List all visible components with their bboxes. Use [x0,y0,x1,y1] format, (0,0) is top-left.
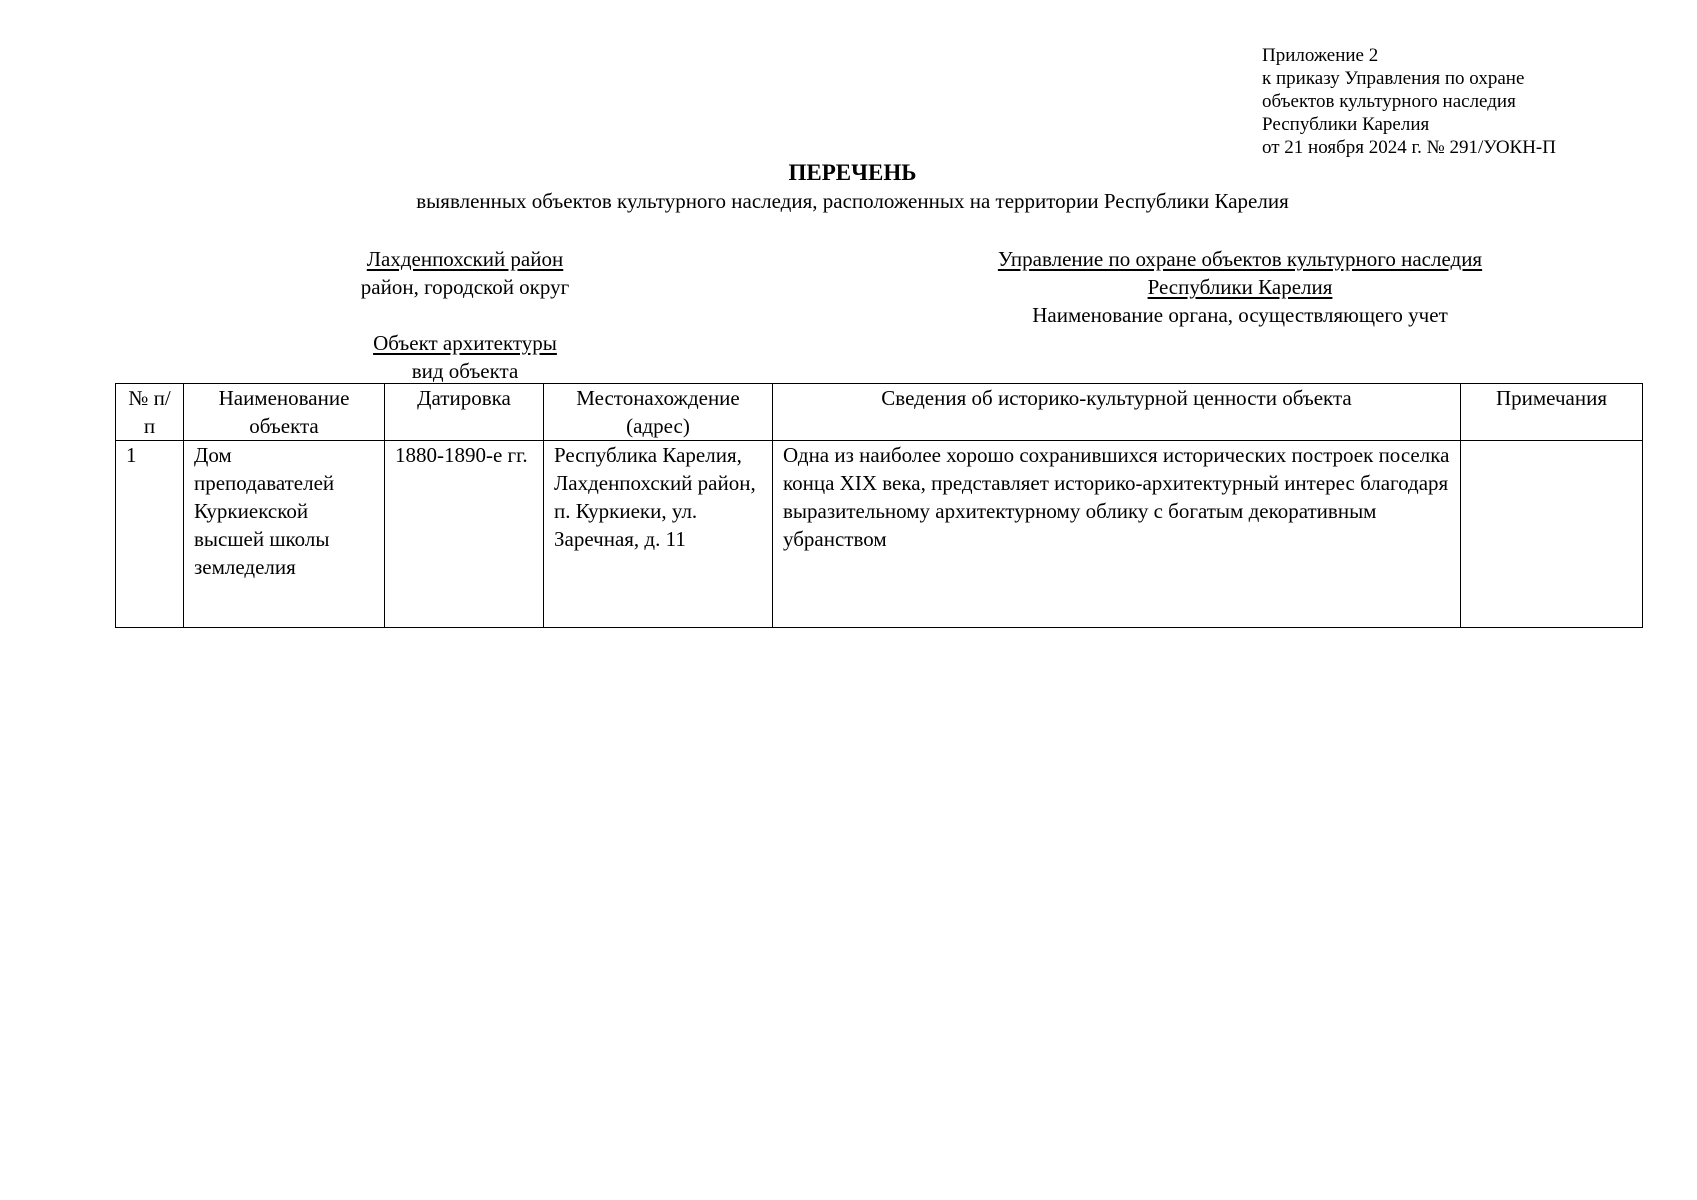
column-header-value: Сведения об историко-культурной ценности объекта [773,384,1461,441]
authority-value-line1: Управление по охране объектов культурного наследия [997,247,1483,271]
authority-value-line2: Республики Карелия [1147,275,1333,299]
object-kind-caption: вид объекта [411,359,519,383]
object-kind-value: Объект архитектуры [373,331,557,355]
table-row [116,441,1643,628]
document-title: ПЕРЕЧЕНЬ [788,160,917,185]
column-header-number: № п/п [116,384,184,441]
appendix-reference [1262,44,1556,159]
appendix-line: Приложение 2 [1262,45,1379,66]
table-header-row [116,384,1643,441]
cell-value: Одна из наиболее хорошо сохранившихся исторических построек поселка конца XIX века, представляет историко-архитектурный интерес благодаря выразительному архитектурному облику с богатым декоративным убранством [773,441,1461,628]
heritage-objects-table [115,383,1643,628]
authority-caption: Наименование органа, осуществляющего учет [1032,303,1448,327]
authority-block [940,245,1540,329]
region-value: Лахденпохский район [366,247,564,271]
region-caption: район, городской округ [360,275,570,299]
cell-notes [1461,441,1643,628]
column-header-address: Местонахождение (адрес) [544,384,773,441]
region-block [330,245,600,301]
cell-name: Дом преподавателей Куркиекской высшей школы земледелия [184,441,385,628]
appendix-line: объектов культурного наследия [1262,91,1516,112]
cell-address: Республика Карелия, Лахденпохский район, п. Куркиеки, ул. Заречная, д. 11 [544,441,773,628]
cell-number: 1 [116,441,184,628]
object-kind-block [330,329,600,385]
column-header-name: Наименование объекта [184,384,385,441]
cell-date: 1880-1890-е гг. [385,441,544,628]
document-subtitle: выявленных объектов культурного наследия, расположенных на территории Республики Карелия [416,189,1289,213]
appendix-line: Республики Карелия [1262,114,1430,135]
column-header-notes: Примечания [1461,384,1643,441]
appendix-line: к приказу Управления по охране [1262,68,1525,89]
appendix-line: от 21 ноября 2024 г. № 291/УОКН-П [1262,137,1556,158]
column-header-date: Датировка [385,384,544,441]
